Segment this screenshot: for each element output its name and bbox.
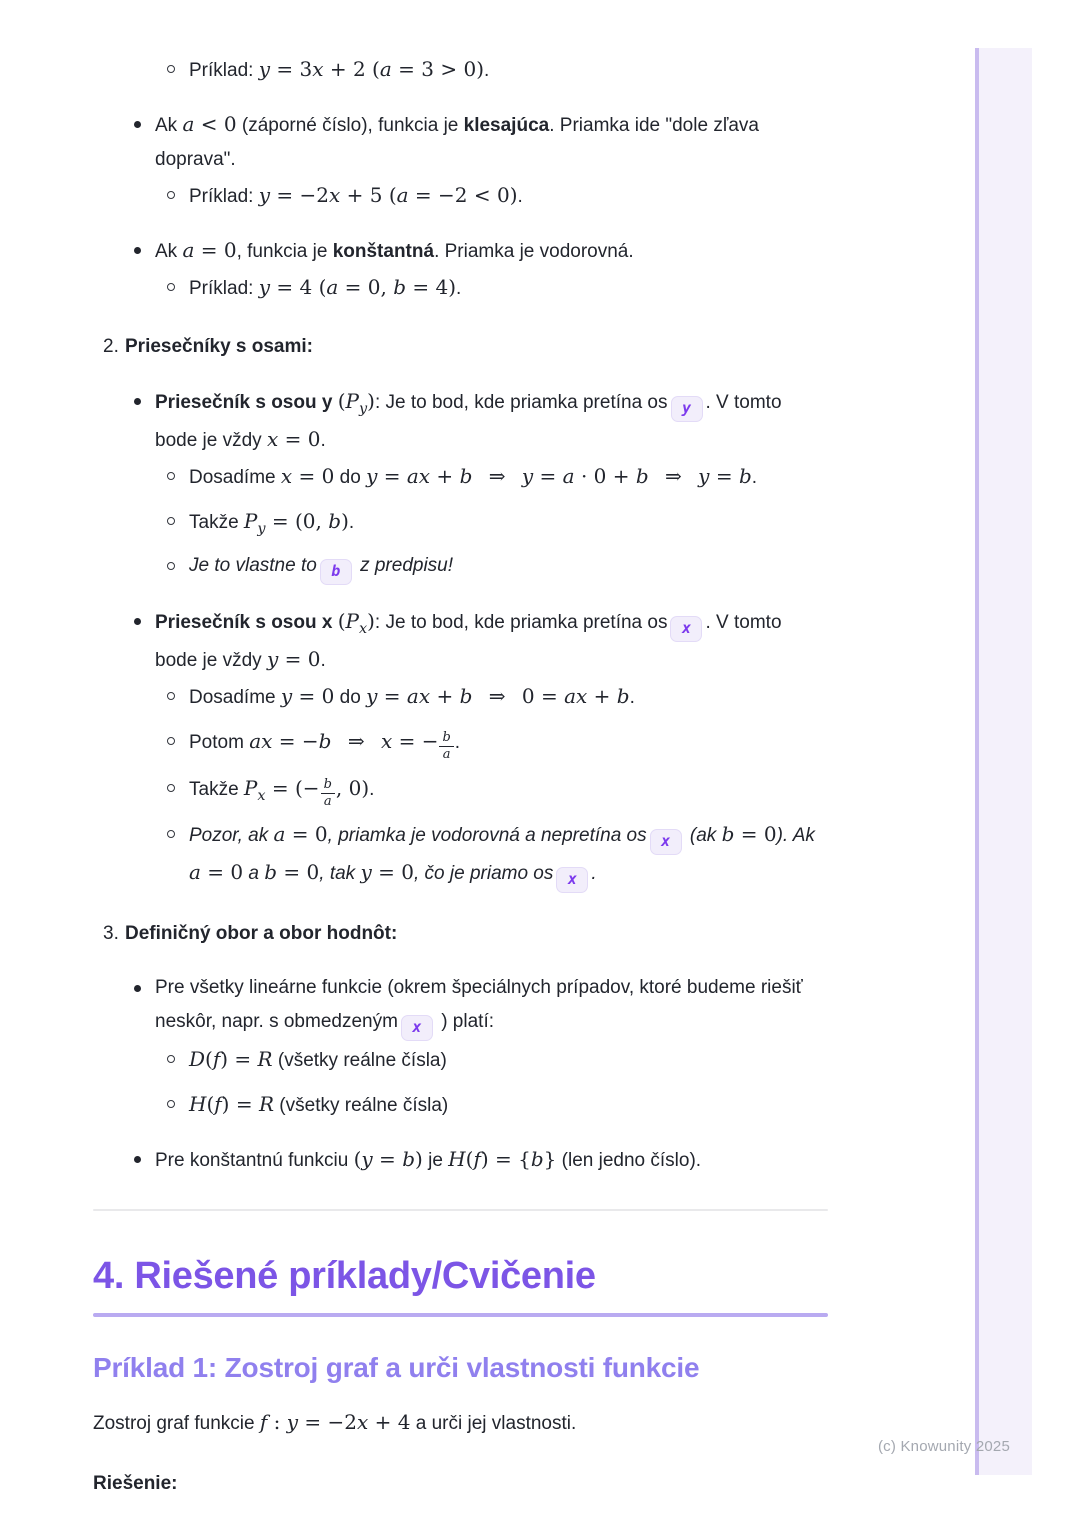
sub-list-item <box>93 817 828 893</box>
sub-list-item <box>93 270 828 306</box>
code-badge: x <box>401 1015 433 1041</box>
math-run: y = 4 (a = 0, b = 4) <box>258 275 457 299</box>
sub-list-item <box>93 52 828 88</box>
content-blocks <box>93 52 828 1501</box>
math-run: y = ax + b ⇒ 0 = ax + b <box>366 684 630 708</box>
math-run: $P_y = (0$, b) <box>243 509 349 537</box>
text-run: . Priamka ide "dole zľava doprava". <box>155 115 759 170</box>
math-run: a < 0 <box>182 112 237 136</box>
list-item <box>93 604 828 678</box>
math-run: a = 0 <box>182 238 237 262</box>
section-number: 2. <box>103 336 119 357</box>
text-run: : Je to bod, kde priamka pretína os <box>374 612 668 633</box>
text-run: Ak <box>155 115 183 136</box>
page-heading <box>93 1252 828 1300</box>
text-run: . <box>348 512 355 533</box>
sub-list-item <box>93 1042 828 1078</box>
text-run: . <box>369 778 375 800</box>
code-badge: x <box>650 829 682 855</box>
copyright-watermark: (c) Knowunity 2025 <box>877 1438 1010 1455</box>
text-run: Takže <box>189 778 244 800</box>
fraction-numerator: b <box>321 778 335 794</box>
math-run: y = 3x + 2 (a = 3 > 0) <box>258 57 484 81</box>
circle-bullet-icon <box>166 549 189 585</box>
sub-list-item <box>93 178 828 214</box>
math-run: a = 0 <box>189 860 244 885</box>
math-run: , 0) <box>335 775 370 800</box>
text-run: Príklad: <box>189 278 259 299</box>
bold-text-run: Priesečník s osou y <box>155 392 333 413</box>
adjacent-page-preview <box>979 48 1032 1475</box>
circle-bullet-icon <box>166 178 189 214</box>
math-run: y = ax + b ⇒ y = a · 0 + b ⇒ y = b <box>366 464 752 488</box>
circle-bullet-icon <box>166 679 189 715</box>
bold-text-run: klesajúca <box>463 115 550 136</box>
circle-bullet-icon <box>166 817 189 893</box>
text-run: . <box>320 650 326 671</box>
sub-list-item <box>93 549 828 585</box>
math-run: x = 0 <box>266 427 321 451</box>
text-run: (len jedno číslo). <box>556 1150 702 1172</box>
text-run: . <box>320 430 326 451</box>
math-run: H(f) = R <box>189 1092 275 1117</box>
math-run: b = 0 <box>264 860 320 885</box>
text-run: (ak <box>684 825 722 847</box>
math-run: y = 0 <box>280 684 335 708</box>
bold-text-run: Priesečník s osou x <box>155 612 333 633</box>
text-run: do <box>334 467 367 488</box>
text-run <box>332 612 337 633</box>
paragraph <box>93 1467 828 1501</box>
text-run: Pre všetky lineárne funkcie (okrem špeciálnych prípadov, ktoré budeme riešiť neskôr, napr. s obmedzeným <box>155 977 803 1033</box>
text-run: Dosadíme <box>189 467 281 488</box>
text-run: Dosadíme <box>189 687 281 708</box>
page-edge-line <box>975 48 979 1475</box>
bold-text-run: Priesečníky s osami: <box>125 336 313 357</box>
bold-text-run: konštantná <box>332 241 435 262</box>
sub-list-item <box>93 724 828 762</box>
math-run: (y = b) <box>353 1147 423 1172</box>
math-run: x = 0 <box>280 464 335 488</box>
sub-list-item <box>93 1087 828 1123</box>
circle-bullet-icon <box>166 771 189 809</box>
text-run: : Je to bod, kde priamka pretína os <box>374 392 668 413</box>
subsection-heading <box>93 1350 828 1386</box>
text-run: Potom <box>189 732 250 753</box>
text-run: (všetky reálne čísla) <box>274 1095 449 1117</box>
text-run: ) platí: <box>435 1011 494 1033</box>
text-run: do <box>334 687 367 708</box>
text-run <box>332 392 337 413</box>
section-number: 3. <box>103 923 119 945</box>
list-item <box>93 1142 828 1178</box>
fraction <box>439 731 453 761</box>
text-run: Je to vlastne to <box>189 555 317 576</box>
sub-list-item <box>93 504 828 540</box>
fraction-denominator: a <box>323 793 332 809</box>
circle-bullet-icon <box>166 1087 189 1123</box>
text-run: Pozor, ak <box>189 825 274 847</box>
circle-bullet-icon <box>166 270 189 306</box>
list-item <box>93 971 828 1041</box>
text-run: , čo je priamo os <box>413 863 554 885</box>
bullet-icon <box>133 384 155 458</box>
text-run: Zostroj graf funkcie <box>93 1413 260 1435</box>
bullet-icon <box>133 971 155 1041</box>
code-badge: b <box>320 559 352 585</box>
section-divider <box>93 1209 828 1211</box>
text-run: . <box>591 863 597 885</box>
math-run: $(P_y)$ <box>337 389 375 417</box>
math-run: $(P_x)$ <box>337 609 375 637</box>
numbered-heading <box>93 330 828 364</box>
text-run: . <box>751 467 758 488</box>
text-run: . <box>456 278 462 299</box>
text-run: Príklad: <box>189 186 259 207</box>
text-run: . <box>517 186 523 207</box>
text-run: Príklad 1: Zostroj graf a urči vlastnosti funkcie <box>93 1352 700 1384</box>
math-run: H(f) = {b} <box>448 1147 557 1172</box>
circle-bullet-icon <box>166 724 189 762</box>
bullet-icon <box>133 107 155 177</box>
text-run: . V tomto bode je vždy <box>155 612 782 671</box>
text-run: (všetky reálne čísla) <box>272 1050 447 1072</box>
text-run: Pre konštantnú funkciu <box>155 1150 354 1172</box>
bold-text-run: Riešenie: <box>93 1473 178 1495</box>
sub-list-item <box>93 771 828 809</box>
text-run: Takže <box>189 512 244 533</box>
text-run: z predpisu! <box>354 555 454 576</box>
circle-bullet-icon <box>166 1042 189 1078</box>
numbered-heading <box>93 917 828 951</box>
code-badge: y <box>671 396 703 422</box>
math-run: y = −2x + 5 (a = −2 < 0) <box>258 183 518 207</box>
heading-underline <box>93 1313 828 1317</box>
text-run: Príklad: <box>189 60 259 81</box>
text-run: . Priamka je vodorovná. <box>434 241 634 262</box>
bold-text-run: Definičný obor a obor hodnôt: <box>125 923 398 945</box>
text-run: (záporné číslo), funkcia je <box>236 115 464 136</box>
sub-list-item <box>93 459 828 495</box>
math-run: ax = −b ⇒ x = − <box>249 729 439 753</box>
sub-list-item <box>93 679 828 715</box>
bullet-icon <box>133 1142 155 1178</box>
text-run: 4. Riešené príklady/Cvičenie <box>93 1255 596 1298</box>
text-run: a urči jej vlastnosti. <box>410 1413 577 1435</box>
math-run: a = 0 <box>273 822 328 847</box>
list-item <box>93 384 828 458</box>
circle-bullet-icon <box>166 504 189 540</box>
math-run: y = 0 <box>266 647 321 671</box>
text-run: , priamka je vodorovná a nepretína os <box>327 825 647 847</box>
math-run: b = 0 <box>721 822 777 847</box>
math-run: f : y = −2x + 4 <box>259 1410 411 1435</box>
code-badge: x <box>670 616 702 642</box>
code-badge: x <box>556 867 588 893</box>
fraction-numerator: b <box>439 731 453 747</box>
paragraph <box>93 1405 828 1441</box>
bullet-icon <box>133 233 155 269</box>
text-run: Ak <box>155 241 183 262</box>
text-run: . <box>484 60 490 81</box>
text-run: ). Ak <box>776 825 815 847</box>
text-run: a <box>243 863 265 885</box>
list-item <box>93 233 828 269</box>
text-run: . <box>629 687 635 708</box>
text-run: . <box>454 732 461 753</box>
fraction-denominator: a <box>442 747 451 762</box>
list-item <box>93 107 828 177</box>
text-run: je <box>422 1150 449 1172</box>
math-run: $P_x$ = (− <box>243 775 320 804</box>
text-run: , funkcia je <box>236 241 333 262</box>
math-run: D(f) = R <box>189 1047 273 1072</box>
fraction <box>321 778 335 808</box>
bullet-icon <box>133 604 155 678</box>
text-run: , tak <box>319 863 361 885</box>
math-run: y = 0 <box>360 860 414 885</box>
circle-bullet-icon <box>166 52 189 88</box>
text-run: . V tomto bode je vždy <box>155 392 782 451</box>
circle-bullet-icon <box>166 459 189 495</box>
